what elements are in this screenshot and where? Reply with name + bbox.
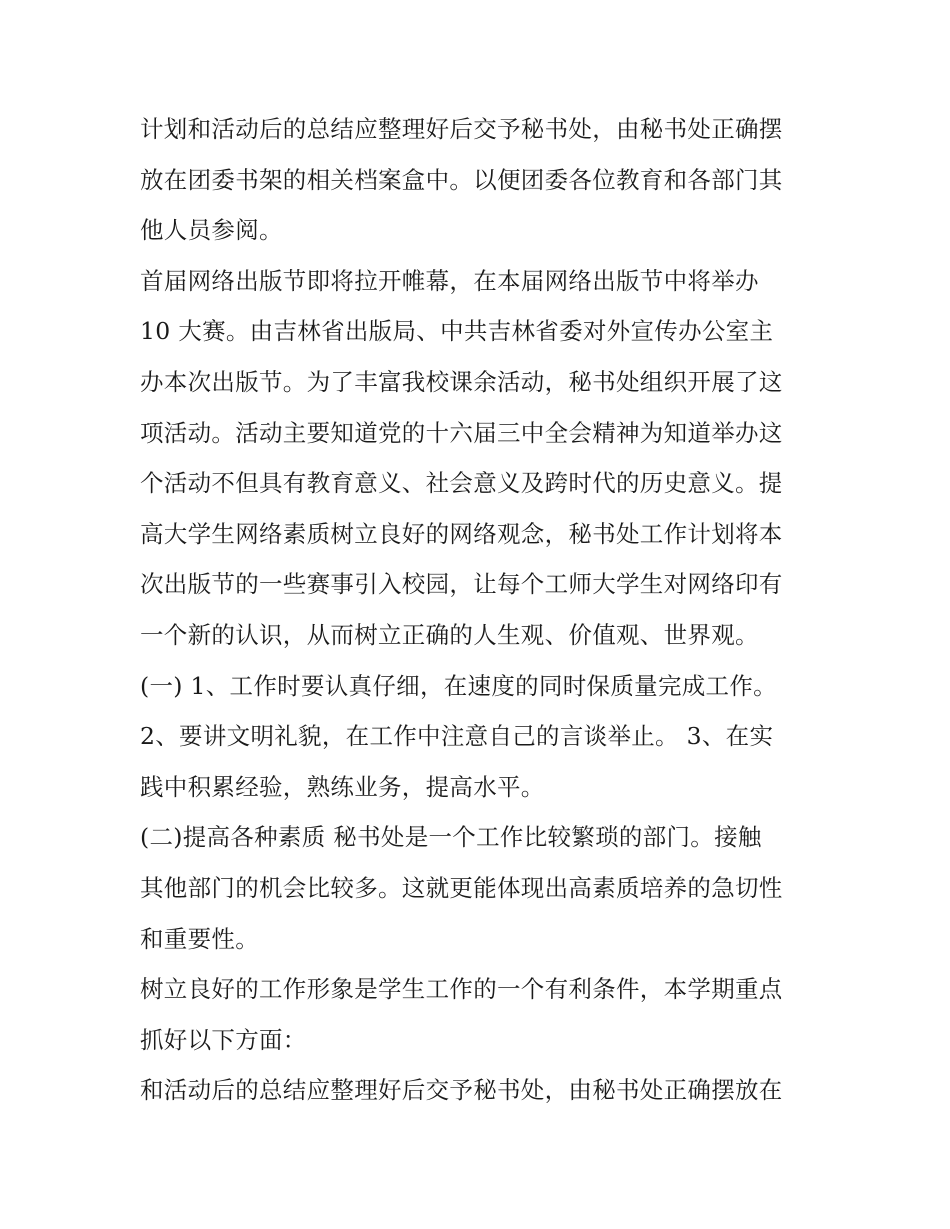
text-line-6: 办本次出版节。为了丰富我校课余活动，秘书处组织开展了这 [140,367,783,396]
text-line-7: 项活动。活动主要知道党的十六届三中全会精神为知道举办这 [140,418,783,447]
text-line-12: (一) 1、工作时要认真仔细，在速度的同时保质量完成工作。 [140,671,777,700]
text-line-11: 一个新的认识，从而树立正确的人生观、价值观、世界观。 [140,620,759,649]
text-line-19: 抓好以下方面： [140,1025,307,1054]
text-line-3: 他人员参阅。 [140,216,283,245]
text-line-13: 2、要讲文明礼貌，在工作中注意自己的言谈举止。 3、在实 [140,722,774,751]
text-line-9: 高大学生网络素质树立良好的网络观念，秘书处工作计划将本 [140,519,783,548]
text-line-5: 10 大赛。由吉林省出版局、中共吉林省委对外宣传办公室主 [140,317,774,346]
text-line-2: 放在团委书架的相关档案盒中。以便团委各位教育和各部门其 [140,165,783,194]
text-line-8: 个活动不但具有教育意义、社会意义及跨时代的历史意义。提 [140,469,783,498]
text-line-15: (二)提高各种素质 秘书处是一个工作比较繁琐的部门。接触 [140,823,762,852]
text-line-18: 树立良好的工作形象是学生工作的一个有利条件，本学期重点 [140,975,783,1004]
text-line-16: 其他部门的机会比较多。这就更能体现出高素质培养的急切性 [140,873,783,902]
text-line-20: 和活动后的总结应整理好后交予秘书处，由秘书处正确摆放在 [140,1076,783,1105]
text-line-4: 首届网络出版节即将拉开帷幕，在本届网络出版节中将举办 [140,266,759,295]
text-line-14: 践中积累经验，熟练业务，提高水平。 [140,772,545,801]
document-body [140,104,820,1116]
text-line-17: 和重要性。 [140,924,259,953]
text-line-1: 计划和活动后的总结应整理好后交予秘书处，由秘书处正确摆 [140,115,783,143]
text-line-10: 次出版节的一些赛事引入校园，让每个工师大学生对网络印有 [140,570,783,599]
